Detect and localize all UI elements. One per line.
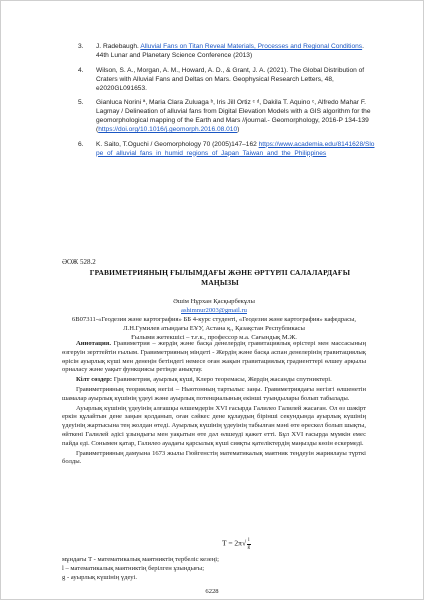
reference-text: J. Radebaugh. [96, 43, 141, 50]
reference-link[interactable]: https://doi.org/10.1016/j.geomorph.2016.08.010 [98, 126, 238, 133]
body-paragraph: Ауырлық күшінің үдеуінің алғашқы өлшемдерін XVI ғасырда Галилео Галилей жасаған. Ол өз шәкірт еркін құлайтын дене заңын қолданып, оған сәйкес дене құлаудың бірінші секундында ауырлық күшінің үдеуінің жартысына тең жолдан өтеді. Ауырлық күшінің үдеуінің табылған мәні өте өрескел болып шықты, өйткені Галилей әдісі ұзындығы мен уақытын өте дәл өлшеуді қажет етті. Бұл XVI ғасырда мүмкін емес пайда еді. Сонымен қатар, Галилео ауадағы қарсылық күші сияқты қателіктердің маңызды көзін ескермеді. [62, 404, 366, 447]
formula-lhs: T = 2π [222, 538, 242, 548]
reference-number: 5. [78, 99, 84, 106]
reference-text-tail: ) [237, 126, 240, 133]
reference-text: Wilson, S. A., Morgan, A. M., Howard, A. D., & Grant, J. A. (2021). The Global Distribution of Craters with Alluvial Fans and Deltas on Mars. Geophysical Research Letters, 48, e2020GL091653. [96, 66, 365, 92]
reference-link[interactable]: Alluvial Fans on Titan Reveal Materials, Processes and Regional Conditions [140, 43, 363, 50]
formula-fraction [247, 538, 250, 550]
reference-text: K. Saito, T.Oguchi / Geomorphology 70 (2005)147–162 [96, 140, 259, 148]
variable-definitions [62, 555, 366, 582]
pendulum-formula [222, 538, 251, 550]
reference-item [78, 98, 378, 134]
article-title: ГРАВИМЕТРИЯНЫҢ ҒЫЛЫМДАҒЫ ЖӘНЕ ӘРТҮРЛІ САЛАЛАРДАҒЫ МАҢЫЗЫ [89, 268, 351, 287]
abstract-label: Аннотация. [76, 340, 112, 347]
reference-text-tail: . 44th Lunar and Planetary Science Conference (2013) [96, 43, 364, 59]
reference-item [78, 42, 378, 60]
reference-item [78, 66, 378, 93]
formula-denominator: g [247, 543, 251, 550]
author-affiliation: 6В07311-«Геодезия және картография» ББ 4-курс студенті, «Геодезия және картография» кафедрасы, Л.Н.Гумилев атындағы ЕҰУ, Астана қ., Қазақстан Республикасы [71, 316, 357, 332]
article-body [62, 340, 366, 468]
page-number: 6228 [205, 588, 219, 595]
reference-text: Gianluca Norini ª, Maria Clara Zuluaga ᵇ, Iris Jill Ortiz ᶜ ᵈ, Dakila T. Aquino ᶜ, Alfredo Mahar F. Lagmay / Delineation of alluvial fans from Digital Elevation Models with a GIS algorithm for the geomorphological mapping of the Earth and Mars //journal.- Geomorphology, 2016-P 134-139 ( [96, 99, 371, 133]
definition-line: l – математикалық маятниктің берілген ұзындығы; [62, 565, 205, 572]
definition-line: g - ауырлық күшінің үдеуі. [62, 574, 138, 581]
keywords [62, 376, 366, 385]
body-paragraph: Гравиметрияның дамуына 1673 жылы Гюйгенстің математикалық маятник теңдеуін жариялауы түрткі болды. [62, 449, 366, 466]
abstract-text: Гравиметрия – жердің және басқа денелердің гравитациялық өрістері мен массасының өзгеруін зерттейтін ғылым. Гравиметрияның міндеті - Жердің және басқа аспан денелерінің гравитациялық өрісін ауырлық күші мен денеңін бетіндегі немесе оған жақын гравитациялық градиенттері өлшеу арқылы орналасу және уақыт функциясы ретінде анықтау. [62, 340, 366, 374]
author-name: Әшім Нұрхан Қасқырбекұлы [173, 298, 255, 305]
reference-number: 6. [78, 140, 84, 148]
author-email[interactable]: ashimnur2003@gmail.ru [181, 307, 247, 314]
abstract [62, 340, 366, 375]
reference-item [78, 140, 378, 158]
definition-line: мұндағы T - математикалық маятниктің тербеліс кезеңі; [62, 556, 219, 563]
supervisor-line: Ғылыми жетекшісі – т.ғ.к., профессор м.а. Сағындық М.Ж. [131, 334, 297, 341]
reference-link[interactable]: https://www.academia.edu/8141628/Slope_of_alluvial_fans_in_humid_regions_of_Japan_Taiwan_and_the_Philippines [96, 140, 375, 157]
udc-code: ӘОЖ 528.2 [62, 258, 96, 266]
reference-list [78, 42, 378, 163]
keywords-label: Кілт сөздер: [76, 376, 113, 384]
author-block [62, 297, 366, 342]
sqrt-sign: √ [241, 538, 247, 548]
formula-numerator: l [248, 537, 250, 543]
keywords-text: Гравиметрия, ауырлық күші, Клеро теоремасы, Жердің жасанды спутниктері. [112, 376, 332, 384]
reference-number: 3. [78, 43, 84, 50]
body-paragraph: Гравиметрияның теориялық негізі – Ньютонның тартылыс заңы. Гравиметриядағы негізгі өлшенетін шамалар ауырлық күшінің үдеуі және ауырлық потенциалының екінші туындылары болып табылады. [62, 385, 366, 402]
reference-number: 4. [78, 66, 84, 74]
